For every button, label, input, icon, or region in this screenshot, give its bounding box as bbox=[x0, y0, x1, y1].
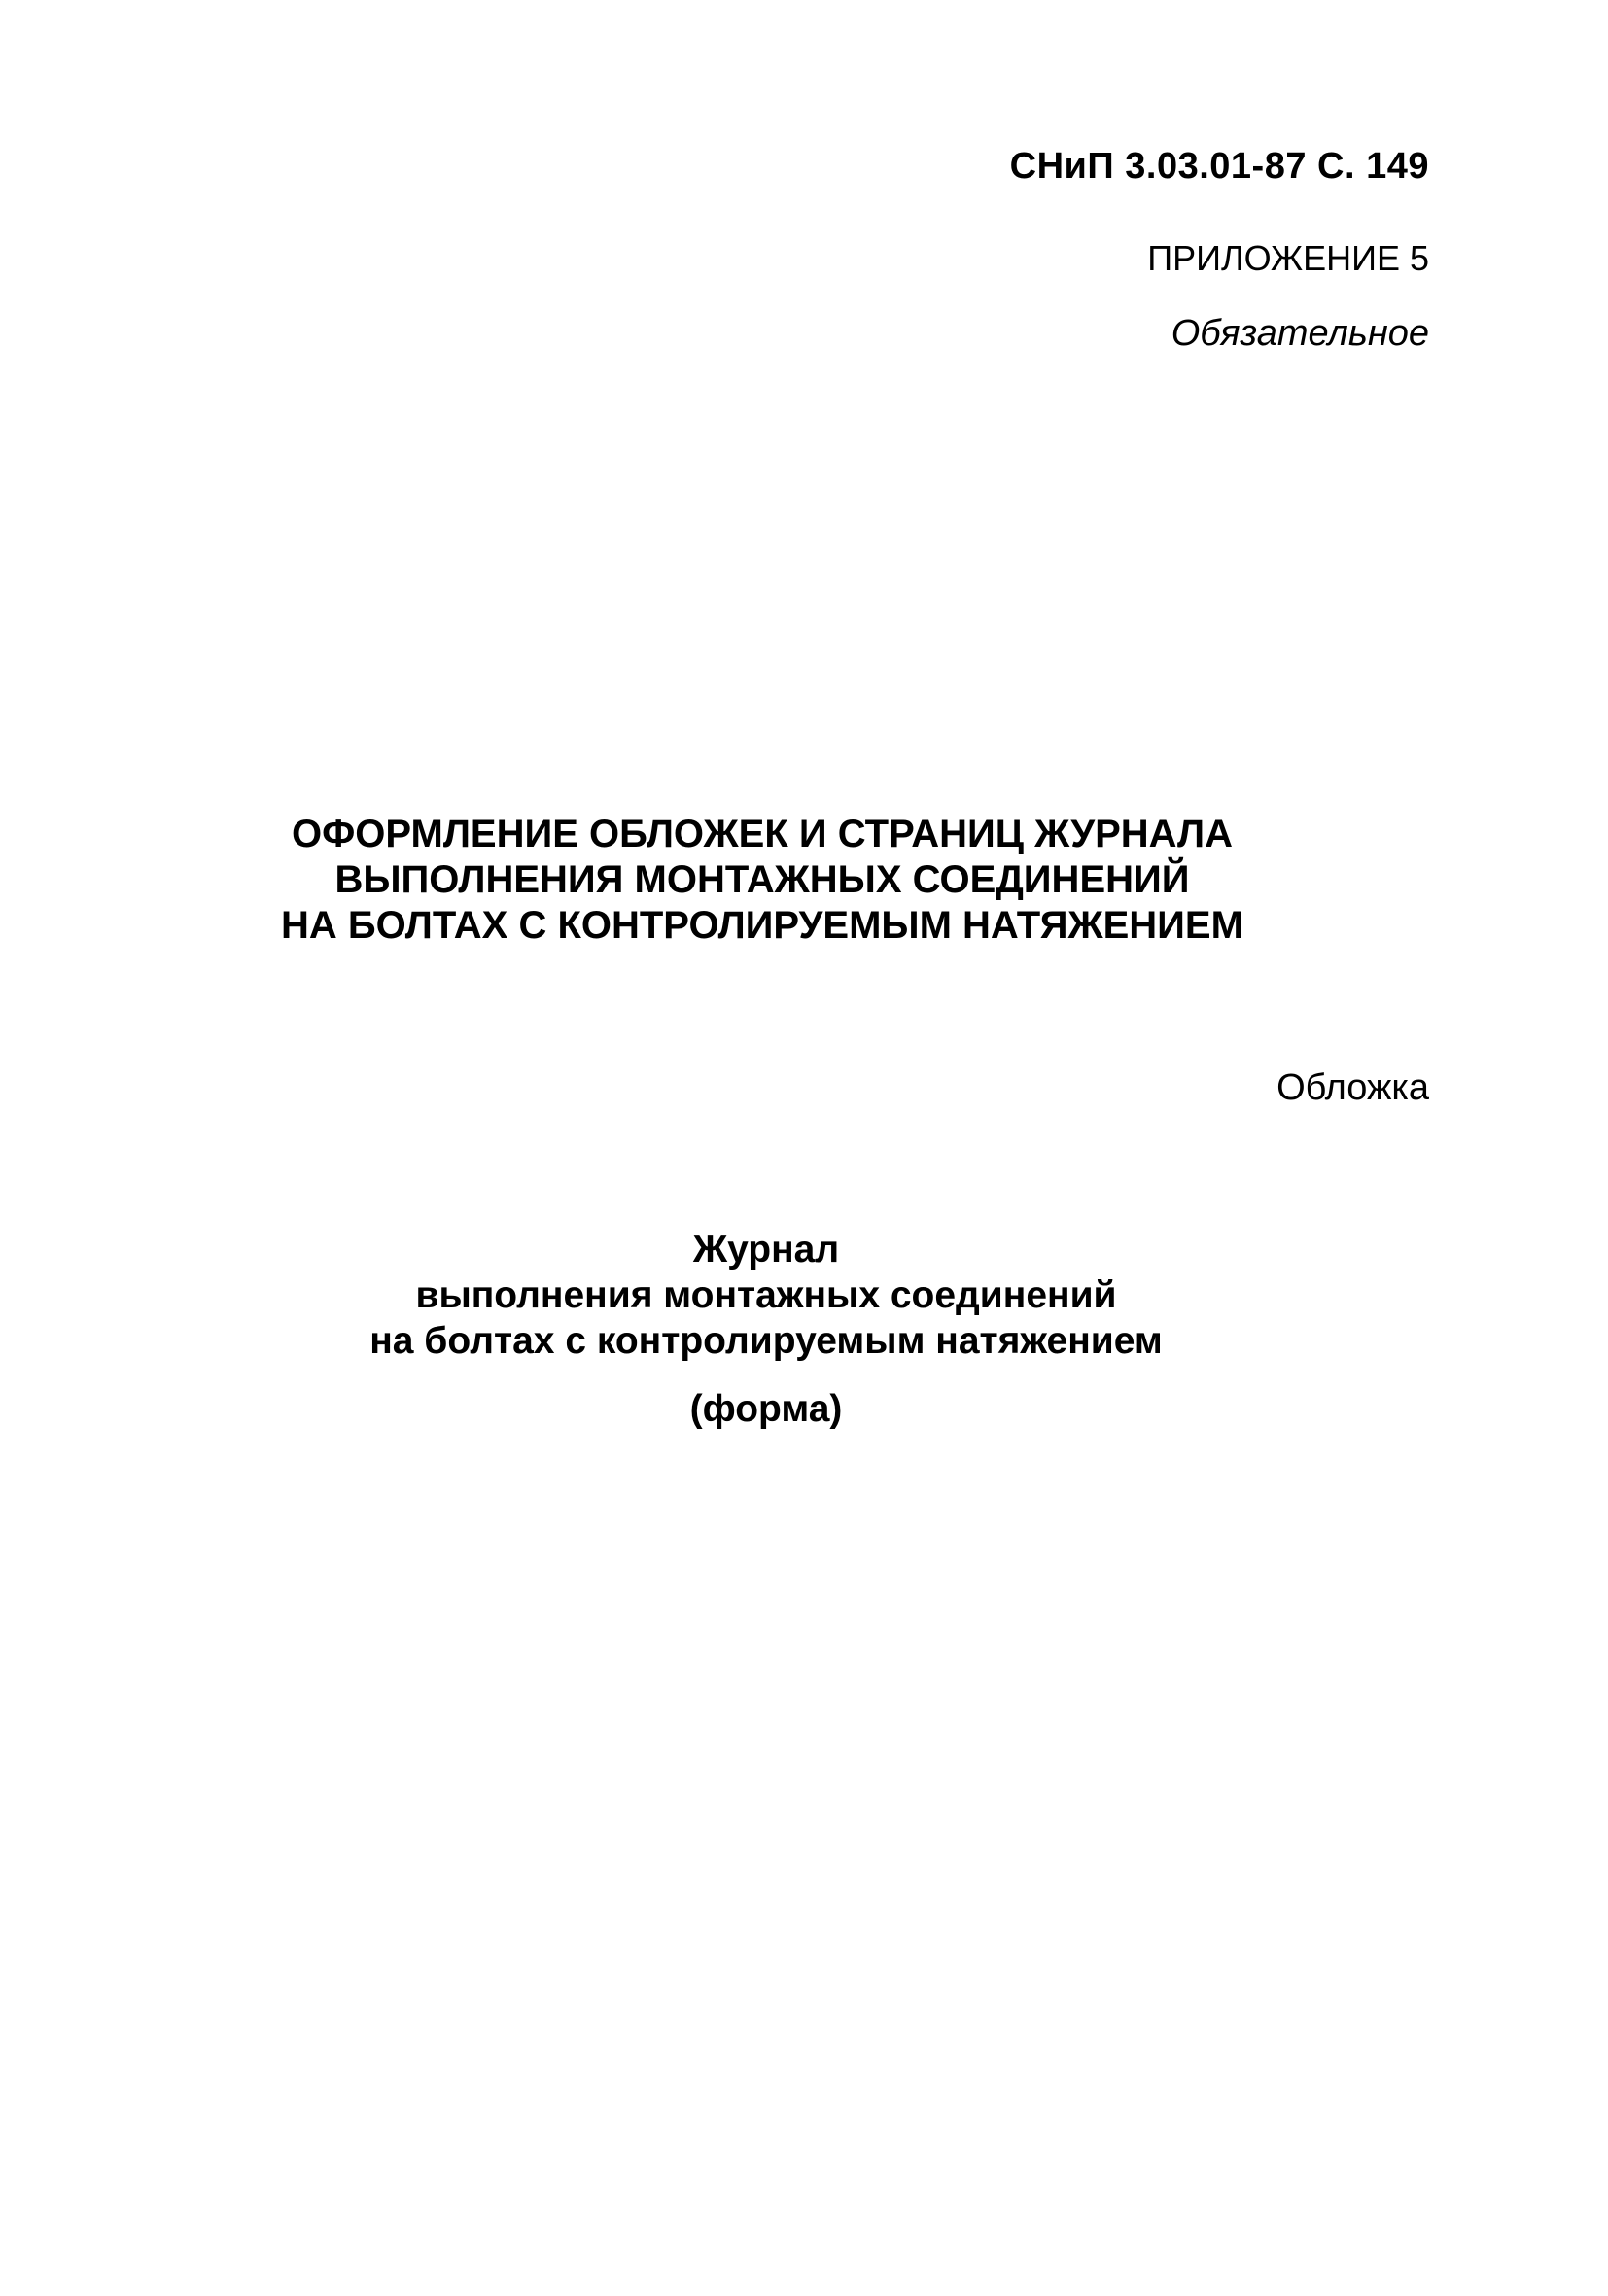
appendix-label: ПРИЛОЖЕНИЕ 5 bbox=[1147, 238, 1429, 278]
journal-title-line: выполнения монтажных соединений bbox=[415, 1274, 1117, 1316]
section-title-line: ОФОРМЛЕНИЕ ОБЛОЖЕК И СТРАНИЦ ЖУРНАЛА bbox=[291, 813, 1234, 855]
section-title-line: ВЫПОЛНЕНИЯ МОНТАЖНЫХ СОЕДИНЕНИЙ bbox=[334, 858, 1190, 901]
section-title bbox=[0, 812, 1524, 949]
journal-title-line: на болтах с контролируемым натяжением bbox=[369, 1320, 1163, 1362]
journal-title-line: Журнал bbox=[692, 1229, 840, 1270]
appendix-status: Обязательное bbox=[1171, 313, 1429, 354]
section-title-line: НА БОЛТАХ С КОНТРОЛИРУЕМЫМ НАТЯЖЕНИЕМ bbox=[281, 904, 1243, 947]
journal-title bbox=[0, 1227, 1532, 1364]
cover-label: Обложка bbox=[1276, 1067, 1429, 1108]
document-reference: СНиП 3.03.01-87 С. 149 bbox=[1009, 146, 1429, 187]
form-note: (форма) bbox=[689, 1388, 843, 1430]
